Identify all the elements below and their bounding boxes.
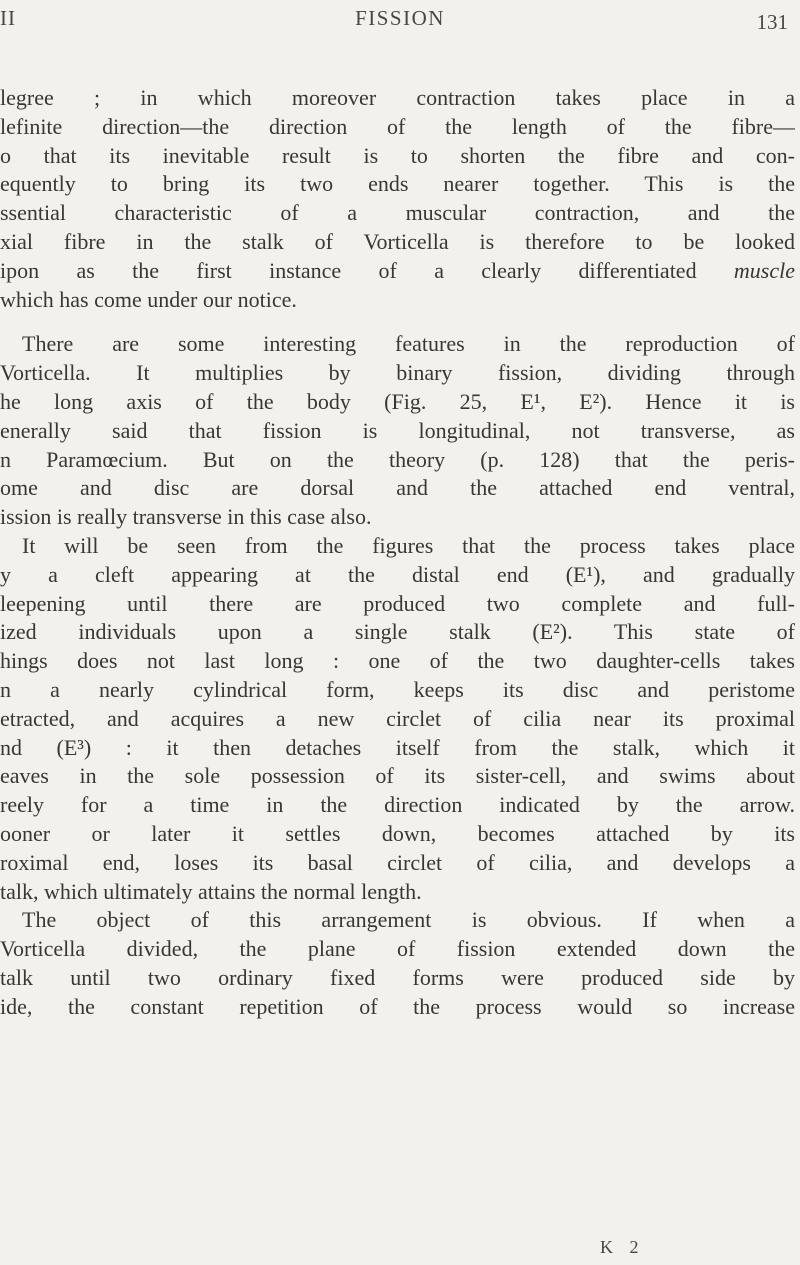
italic-term: muscle [733,257,795,283]
text-line: ome and disc are dorsal and the attached end ventral, [0,475,795,501]
paragraph [0,906,795,1021]
text-line: roximal end, loses its basal circlet of cilia, and develops a [0,849,795,875]
paragraph [0,532,795,906]
text-line: talk, which ultimately attains the normal length. [0,878,422,904]
text-line: y a cleft appearing at the distal end (E¹), and gradually [0,561,795,587]
text-line: ized individuals upon a single stalk (E²). This state of [0,619,795,645]
text-line: xial fibre in the stalk of Vorticella is therefore to be looked [0,228,795,254]
text-line: n Paramœcium. But on the theory (p. 128) that the peris- [0,446,795,472]
text-line: nd (E³) : it then detaches itself from the stalk, which it [0,734,795,760]
text-line: leepening until there are produced two complete and full- [0,590,795,616]
text-line-start: ipon as the first instance of a clearly differentiated [0,257,734,283]
text-line: ission is really transverse in this case also. [0,504,372,530]
text-line: There are some interesting features in the reproduction of [22,331,795,357]
text-line: ooner or later it settles down, becomes attached by its [0,820,795,846]
paragraph [0,84,795,314]
text-line: equently to bring its two ends nearer together. This is the [0,171,795,197]
page-number: 131 [756,10,788,34]
text-line: ssential characteristic of a muscular contraction, and the [0,200,795,226]
running-head [0,6,800,46]
chapter-number: II [0,6,16,30]
text-line: lefinite direction—the direction of the length of the fibre— [0,113,795,139]
text-line: Vorticella divided, the plane of fission extended down the [0,936,795,962]
text-line: n a nearly cylindrical form, keeps its disc and peristome [0,676,795,702]
text-line: o that its inevitable result is to shorten the fibre and con- [0,142,795,168]
text-line: The object of this arrangement is obvious. If when a [22,907,795,933]
text-line: It will be seen from the figures that the process takes place [22,532,795,558]
text-line: reely for a time in the direction indicated by the arrow. [0,792,795,818]
paragraph [0,330,795,532]
text-line: ide, the constant repetition of the process would so increase [0,993,795,1019]
text-line: etracted, and acquires a new circlet of cilia near its proximal [0,705,795,731]
text-line [0,257,795,286]
printer-signature: K 2 [600,1237,645,1257]
text-line: talk until two ordinary fixed forms were produced side by [0,964,795,990]
text-line: enerally said that fission is longitudinal, not transverse, as [0,417,795,443]
text-line: which has come under our notice. [0,286,297,312]
text-line: he long axis of the body (Fig. 25, E¹, E²). Hence it is [0,388,795,414]
text-line: legree ; in which moreover contraction takes place in a [0,85,795,110]
chapter-title: FISSION [355,6,445,30]
text-line: Vorticella. It multiplies by binary fission, dividing through [0,360,795,386]
text-line: hings does not last long : one of the two daughter-cells takes [0,648,795,674]
body-text [0,84,795,1022]
text-line: eaves in the sole possession of its sister-cell, and swims about [0,763,795,789]
